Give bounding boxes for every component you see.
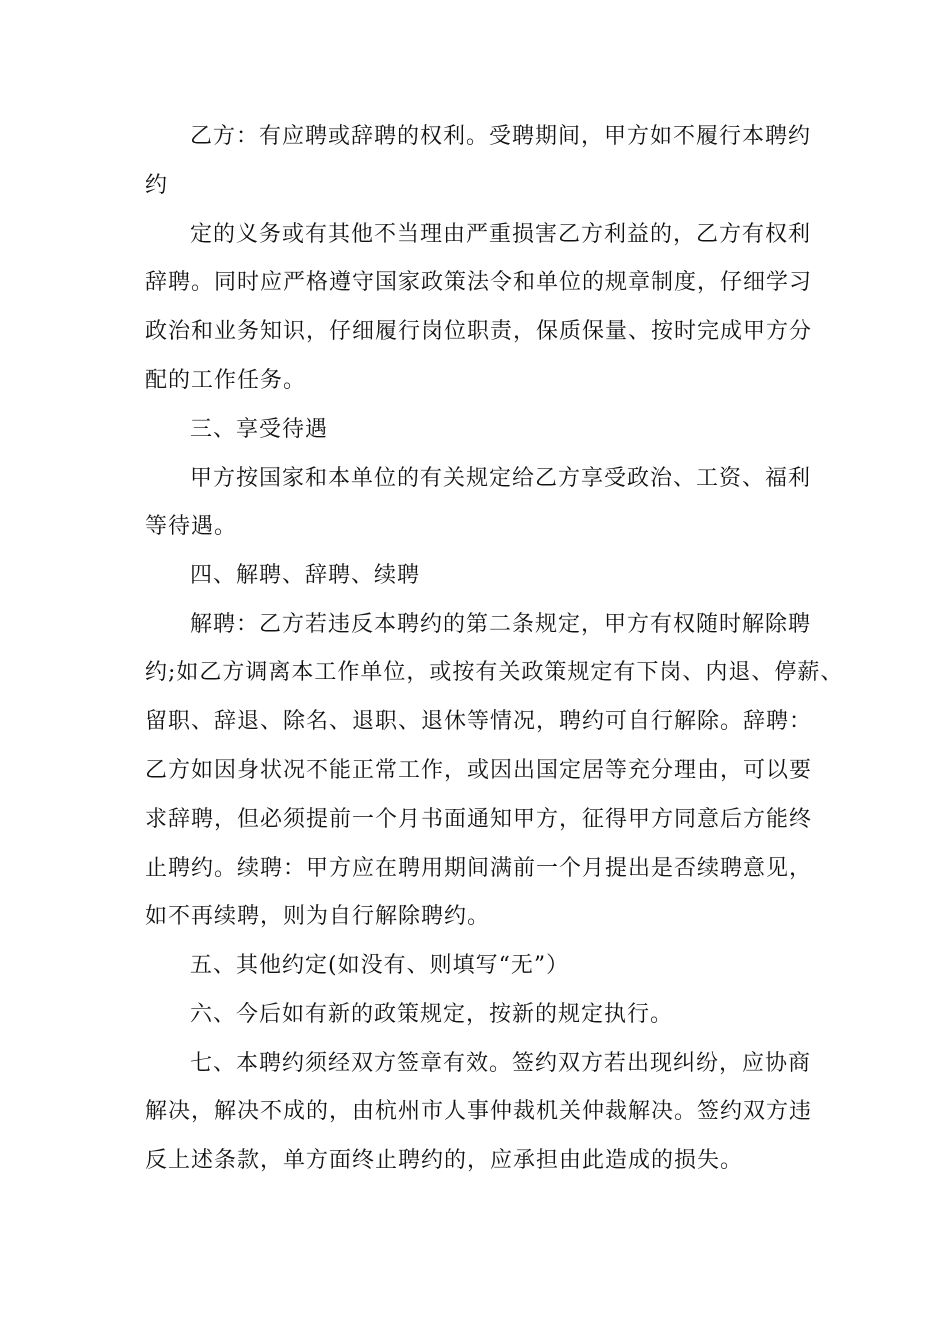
paragraph-line: 留职、辞退、除名、退职、退休等情况，聘约可自行解除。辞聘： — [145, 709, 813, 734]
paragraph-line: 解聘：乙方若违反本聘约的第二条规定，甲方有权随时解除聘 — [190, 612, 812, 637]
section-heading: 三、享受待遇 — [190, 417, 329, 442]
paragraph-line: 甲方按国家和本单位的有关规定给乙方享受政治、工资、福利 — [190, 466, 812, 491]
paragraph-line: 如不再续聘，则为自行解除聘约。 — [145, 904, 491, 929]
paragraph-line: 约;如乙方调离本工作单位，或按有关政策规定有下岗、内退、停薪、 — [145, 660, 844, 685]
paragraph-line: 反上述条款，单方面终止聘约的，应承担由此造成的损失。 — [145, 1148, 744, 1173]
paragraph-line: 约 — [145, 173, 169, 198]
section-heading: 六、今后如有新的政策规定，按新的规定执行。 — [190, 1002, 674, 1027]
paragraph-line: 解决，解决不成的，由杭州市人事仲裁机关仲裁解决。签约双方违 — [145, 1099, 813, 1124]
paragraph-line: 辞聘。同时应严格遵守国家政策法令和单位的规章制度，仔细学习 — [145, 270, 813, 295]
paragraph-line: 定的义务或有其他不当理由严重损害乙方利益的，乙方有权利 — [190, 222, 812, 247]
section-heading: 四、解聘、辞聘、续聘 — [190, 563, 421, 588]
section-heading: 五、其他约定(如没有、则填写“无”） — [190, 953, 570, 978]
paragraph-line: 等待遇。 — [145, 514, 238, 539]
paragraph-line: 乙方如因身状况不能正常工作，或因出国定居等充分理由，可以要 — [145, 758, 813, 783]
paragraph-line: 止聘约。续聘：甲方应在聘用期间满前一个月提出是否续聘意见， — [145, 856, 813, 881]
paragraph-line: 配的工作任务。 — [145, 368, 307, 393]
section-heading: 七、本聘约须经双方签章有效。签约双方若出现纠纷，应协商 — [190, 1051, 812, 1076]
paragraph-line: 政治和业务知识，仔细履行岗位职责，保质保量、按时完成甲方分 — [145, 319, 813, 344]
paragraph-line: 求辞聘，但必须提前一个月书面通知甲方，征得甲方同意后方能终 — [145, 807, 813, 832]
paragraph-line: 乙方：有应聘或辞聘的权利。受聘期间，甲方如不履行本聘约 — [190, 124, 812, 149]
